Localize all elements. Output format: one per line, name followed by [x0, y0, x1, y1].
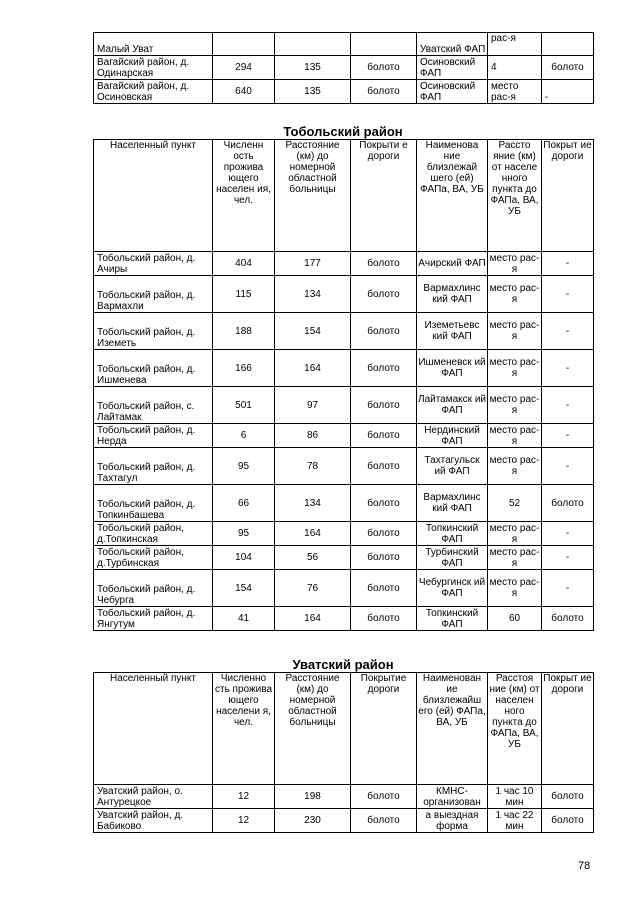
table-cell: Осиновский ФАП: [417, 56, 488, 80]
table-cell: 164: [275, 350, 351, 387]
table-cell: а выездная форма: [417, 809, 488, 833]
table-cell: место рас-я: [488, 570, 542, 607]
table-cell: Вармахлинс кий ФАП: [417, 276, 488, 313]
table-cell: место рас-я: [488, 448, 542, 485]
table-row: [94, 313, 594, 350]
page-number: 78: [578, 860, 591, 872]
table-cell: 640: [213, 80, 275, 104]
column-header: Наименован ие близлежайш его (ей) ФАПа, ВА, УБ: [417, 673, 488, 785]
table-cell: Уватский район, о. Антурецкое: [94, 785, 213, 809]
table-cell: Осиновский ФАП: [417, 80, 488, 104]
table-row: [94, 424, 594, 448]
table-cell: -: [542, 80, 594, 104]
table-cell: болото: [351, 424, 417, 448]
table-row: [94, 252, 594, 276]
table-cell: болото: [351, 546, 417, 570]
table-cell: 154: [213, 570, 275, 607]
table-cell: 115: [213, 276, 275, 313]
table-cell: болото: [351, 276, 417, 313]
table-cell: 60: [488, 607, 542, 631]
table-cell: болото: [542, 485, 594, 522]
table-cell: 177: [275, 252, 351, 276]
table-cell: место рас-я: [488, 522, 542, 546]
table-cell: 78: [275, 448, 351, 485]
table-cell: Тобольский район, д.Турбинская: [94, 546, 213, 570]
table-cell: Малый Уват: [94, 33, 213, 56]
table-cell: Тобольский район, д. Ишменева: [94, 350, 213, 387]
table-cell: болото: [351, 522, 417, 546]
table-cell: болото: [351, 387, 417, 424]
column-header: Населенный пункт: [94, 673, 213, 785]
table-cell: 188: [213, 313, 275, 350]
table-cell: -: [542, 350, 594, 387]
table-cell: Тобольский район, д. Ачиры: [94, 252, 213, 276]
table-cell: 166: [213, 350, 275, 387]
table-cell: 501: [213, 387, 275, 424]
table-cell: Иземетьевс кий ФАП: [417, 313, 488, 350]
table-cell: болото: [542, 785, 594, 809]
table-header-row: [94, 673, 594, 785]
table-cell: 95: [213, 448, 275, 485]
table-cell: место рас-я: [488, 387, 542, 424]
table-row: [94, 448, 594, 485]
table-cell: Тобольский район, д. Иземеть: [94, 313, 213, 350]
table-cell: Тобольский район, д. Янгутум: [94, 607, 213, 631]
table-cell: 198: [275, 785, 351, 809]
table-cell: место рас-я: [488, 80, 542, 104]
table-row: [94, 785, 594, 809]
table-cell: -: [542, 276, 594, 313]
table-cell: Тобольский район, д.Топкинская: [94, 522, 213, 546]
table-row: [94, 350, 594, 387]
table-cell: 164: [275, 522, 351, 546]
table-cell: Уватский ФАП: [417, 33, 488, 56]
column-header: Покрыт ие дороги: [542, 140, 594, 252]
table-cell: 56: [275, 546, 351, 570]
table-cell: 134: [275, 485, 351, 522]
table-cell: болото: [351, 485, 417, 522]
table-cell: 95: [213, 522, 275, 546]
table-cell: место рас-я: [488, 313, 542, 350]
column-header: Расстояние (км) до номерной областной больницы: [275, 140, 351, 252]
section-title-tobolsk: Тобольский район: [283, 124, 403, 139]
table-cell: место рас-я: [488, 424, 542, 448]
table-cell: Чебургинск ий ФАП: [417, 570, 488, 607]
table-cell: -: [542, 252, 594, 276]
table-row: [94, 276, 594, 313]
table-cell: Лайтамакск ий ФАП: [417, 387, 488, 424]
table-row: [94, 546, 594, 570]
table-cell: Тахтагульск ий ФАП: [417, 448, 488, 485]
table-cell: болото: [542, 607, 594, 631]
table-cell: 97: [275, 387, 351, 424]
section-title-uvat: Уватский район: [292, 657, 394, 672]
table-cell: 1 час 22 мин: [488, 809, 542, 833]
table-cell: болото: [351, 570, 417, 607]
table-cell: [351, 33, 417, 56]
table-cell: 12: [213, 785, 275, 809]
table-cell: 41: [213, 607, 275, 631]
column-header: Расстояние (км) до номерной областной больницы: [275, 673, 351, 785]
table-cell: 134: [275, 276, 351, 313]
table-cell: болото: [351, 80, 417, 104]
table-cell: 404: [213, 252, 275, 276]
table-row: [94, 570, 594, 607]
table-cell: Вагайский район, д. Одинарская: [94, 56, 213, 80]
table-cell: болото: [542, 56, 594, 80]
table-cell: Тобольский район, д. Топкинбашева: [94, 485, 213, 522]
table-cell: 164: [275, 607, 351, 631]
table-cell: болото: [351, 350, 417, 387]
tobolsk-table: [93, 139, 594, 631]
table-cell: [213, 33, 275, 56]
table-cell: 1 час 10 мин: [488, 785, 542, 809]
table-cell: болото: [351, 809, 417, 833]
table-cell: Турбинский ФАП: [417, 546, 488, 570]
column-header: Рассто яние (км) от населе нного пункта до ФАПа, ВА, УБ: [488, 140, 542, 252]
table-cell: болото: [351, 313, 417, 350]
table-cell: Тобольский район, д. Нерда: [94, 424, 213, 448]
table-cell: 6: [213, 424, 275, 448]
table-cell: 4: [488, 56, 542, 80]
table-cell: 230: [275, 809, 351, 833]
table-cell: болото: [542, 809, 594, 833]
table-cell: 86: [275, 424, 351, 448]
table-cell: -: [542, 546, 594, 570]
column-header: Населенный пункт: [94, 140, 213, 252]
table-cell: болото: [351, 785, 417, 809]
table-row: [94, 33, 594, 56]
column-header: Наименова ние близлежай шего (ей) ФАПа, ВА, УБ: [417, 140, 488, 252]
table-cell: 104: [213, 546, 275, 570]
table-row: [94, 80, 594, 104]
column-header: Покрытие дороги: [351, 673, 417, 785]
table-row: [94, 485, 594, 522]
table-row: [94, 387, 594, 424]
top-table: [93, 32, 594, 104]
table-cell: 66: [213, 485, 275, 522]
table-cell: -: [542, 424, 594, 448]
table-row: [94, 607, 594, 631]
table-cell: -: [542, 387, 594, 424]
table-cell: Топкинский ФАП: [417, 522, 488, 546]
table-cell: Нердинский ФАП: [417, 424, 488, 448]
table-cell: 154: [275, 313, 351, 350]
table-cell: -: [542, 313, 594, 350]
table-cell: место рас-я: [488, 276, 542, 313]
table-cell: Ачирский ФАП: [417, 252, 488, 276]
table-cell: место рас-я: [488, 546, 542, 570]
table-header-row: [94, 140, 594, 252]
table-cell: Уватский район, д. Бабиково: [94, 809, 213, 833]
table-cell: Тобольский район, д. Вармахли: [94, 276, 213, 313]
table-cell: Вагайский район, д. Осиновская: [94, 80, 213, 104]
table-cell: 52: [488, 485, 542, 522]
column-header: Численно сть прожива ющего населени я, чел.: [213, 673, 275, 785]
table-cell: 294: [213, 56, 275, 80]
table-row: [94, 809, 594, 833]
table-cell: -: [542, 522, 594, 546]
table-cell: болото: [351, 252, 417, 276]
table-cell: болото: [351, 607, 417, 631]
table-cell: Ишменевск ий ФАП: [417, 350, 488, 387]
column-header: Покрыти е дороги: [351, 140, 417, 252]
table-cell: Тобольский район, д. Чебурга: [94, 570, 213, 607]
table-row: [94, 56, 594, 80]
column-header: Расстоя ние (км) от населен ного пункта до ФАПа, ВА, УБ: [488, 673, 542, 785]
table-row: [94, 522, 594, 546]
table-cell: место рас-я: [488, 350, 542, 387]
table-cell: Тобольский район, д. Тахтагул: [94, 448, 213, 485]
table-cell: 12: [213, 809, 275, 833]
table-cell: болото: [351, 448, 417, 485]
table-cell: [275, 33, 351, 56]
table-cell: Топкинский ФАП: [417, 607, 488, 631]
table-cell: Вармахлинс кий ФАП: [417, 485, 488, 522]
uvat-table: [93, 672, 594, 833]
table-cell: болото: [351, 56, 417, 80]
table-cell: 135: [275, 80, 351, 104]
column-header: Покрыт ие дороги: [542, 673, 594, 785]
table-cell: -: [542, 448, 594, 485]
table-cell: -: [542, 570, 594, 607]
table-cell: 76: [275, 570, 351, 607]
column-header: Численн ость прожива ющего населен ия, чел.: [213, 140, 275, 252]
table-cell: рас-я: [488, 33, 542, 56]
table-cell: место рас-я: [488, 252, 542, 276]
table-cell: КМНС- организован: [417, 785, 488, 809]
table-cell: 135: [275, 56, 351, 80]
table-cell: [542, 33, 594, 56]
table-cell: Тобольский район, с. Лайтамак: [94, 387, 213, 424]
